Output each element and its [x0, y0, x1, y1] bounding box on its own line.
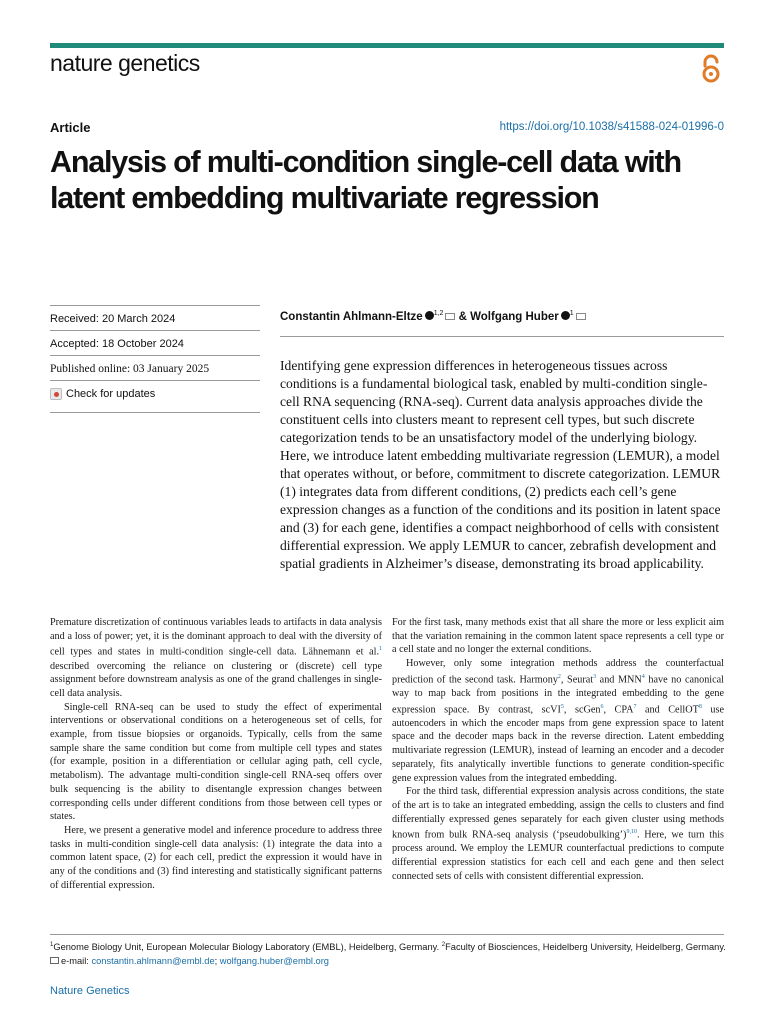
body-paragraph: For the first task, many methods exist that all share the more or less explicit aim that the variation remaining in the common latent space represents a cell type or a cell state and no longer the external conditions. [392, 617, 724, 656]
citation-link[interactable]: 7 [633, 703, 637, 710]
body-paragraph: Single-cell RNA-seq can be used to study the effect of experimental interventions or observational conditions on a heterogeneous set of cells, for example, from tissue biopsies or organoids. Typically, cells from the same sample share the same condition but come from multiple cell types and states (for example, position in a differentiation or cellular aging path, cell cycle, metabolism). The advantage multi-condition single-cell RNA-seq offers over bulk sequencing is the ability to disentangle expression changes between corresponding cells under different conditions from those between cell types or states. [50, 701, 382, 823]
orcid-icon[interactable] [425, 311, 434, 320]
author-affiliation: 1 [569, 310, 574, 317]
orcid-icon[interactable] [561, 311, 570, 320]
envelope-icon [50, 957, 59, 964]
doi-link[interactable]: https://doi.org/10.1038/s41588-024-01996-0 [499, 121, 724, 133]
journal-name: nature genetics [50, 50, 200, 76]
body-column-left [50, 616, 382, 892]
citation-link[interactable]: 2 [557, 673, 561, 680]
citation-link[interactable]: 6 [600, 703, 604, 710]
article-title: Analysis of multi-condition single-cell data with latent embedding multivariate regression [50, 145, 681, 215]
published-date: Published online: 03 January 2025 [50, 355, 260, 375]
body-column-right [392, 616, 724, 884]
crossmark-icon [50, 388, 62, 400]
author-name[interactable]: Constantin Ahlmann-Eltze [280, 310, 423, 323]
citation-link[interactable]: 4 [641, 673, 645, 680]
citation-link[interactable]: 5 [560, 703, 564, 710]
author-name[interactable]: Wolfgang Huber [470, 310, 559, 323]
body-paragraph: However, only some integration methods address the counterfactual prediction of the second task. Harmony$^2$, Seurat$^3$ and MNN$^4$ have no canonical way to map back from positions in the integrated embedding to the gene expression space. By contrast, scVI$^5$, scGen$^6$, CPA$^7$ and CellOT$^8$ use autoencoders in which the encoder maps from gene expression space to latent space and the decoder maps back in the reverse direction. Latent embedding multivariate regression (LEMUR), instead of learning an encoder and a decoder separately, fits analytically invertible functions to generate condition-specific gene expression values from the integrated embedding. [392, 658, 724, 784]
check-for-updates-label: Check for updates [66, 388, 156, 400]
body-paragraph: For the third task, differential expression analysis across conditions, the state of the art is to take an integrated embedding, assign the cells to clusters and find differentially expressed genes separately for each given cluster using methods known from bulk RNA-seq analysis (‘pseudobulking’)$^{9,10}$. Here, we turn this process around. We employ the LEMUR counterfactual predictions to compute differential expression statistics for each cell and each gene and then select connected sets of cells with consistent differential expression. [392, 786, 724, 882]
footer-journal-name[interactable]: Nature Genetics [50, 985, 130, 997]
body-paragraph: Premature discretization of continuous variables leads to artifacts in data analysis and a loss of power; yet, it is the dominant approach to deal with the diversity of cell types and states in multi-condition single-cell data. Lähnemann et al.$^1$ described overcoming the reliance on clustering or (discrete) cell type assignment before downstream analysis as one of the grand challenges in single-cell data analysis. [50, 617, 382, 699]
author-list [280, 310, 724, 323]
email-link[interactable]: wolfgang.huber@embl.org [219, 956, 329, 967]
body-paragraph: Here, we present a generative model and inference procedure to address three tasks in multi-condition single-cell data analysis: (1) integrate the data into a common latent space, (2) for each cell, predict the expression it would have in any of the conditions and (3) find interesting and statistically significant patterns of differential expression. [50, 824, 382, 891]
email-link[interactable]: constantin.ahlmann@embl.de [91, 956, 215, 967]
meta-divider [50, 412, 260, 413]
accepted-date: Accepted: 18 October 2024 [50, 330, 260, 350]
email-icon[interactable] [576, 313, 586, 320]
article-type: Article [50, 120, 91, 135]
check-for-updates[interactable] [50, 380, 260, 400]
citation-link[interactable]: 3 [593, 673, 597, 680]
footnote-divider [50, 934, 724, 935]
received-date: Received: 20 March 2024 [50, 305, 260, 325]
affiliations-footnote: $^1$Genome Biology Unit, European Molecular Biology Laboratory (EMBL), Heidelberg, Germany. $^2$Faculty of Biosciences, Heidelberg University, Heidelberg, Germany. e-mail: constantin.ahlmann@embl.de; wolfgang.huber@embl.org [50, 942, 726, 967]
email-icon[interactable] [445, 313, 455, 320]
author-affiliation: 1,2 [433, 310, 444, 317]
header-rule [50, 43, 724, 48]
author-separator: & [458, 310, 467, 323]
open-access-icon [700, 54, 722, 84]
authors-divider [280, 336, 724, 337]
citation-link[interactable]: 9,10 [626, 829, 637, 836]
citation-link[interactable]: 8 [698, 703, 702, 710]
abstract: Identifying gene expression differences in heterogeneous tissues across conditions is a fundamental biological task, enabled by multi-condition single-cell RNA sequencing (RNA-seq). Current data analysis approaches divide the constituent cells into clusters meant to represent cell types, but such discrete categorization tends to be an unsatisfactory model of the underlying biology. Here, we introduce latent embedding multivariate regression (LEMUR), a model that operates without, or before, commitment to discrete categorization. LEMUR (1) integrates data from different conditions, (2) predicts each cell’s gene expression changes as a function of the conditions and its position in latent space and (3) for each gene, identifies a compact neighborhood of cells with consistent differential expression. We apply LEMUR to cancer, zebrafish development and spatial gradients in Alzheimer’s disease, demonstrating its broad applicability. [280, 358, 721, 571]
citation-link[interactable]: 1 [379, 646, 382, 653]
